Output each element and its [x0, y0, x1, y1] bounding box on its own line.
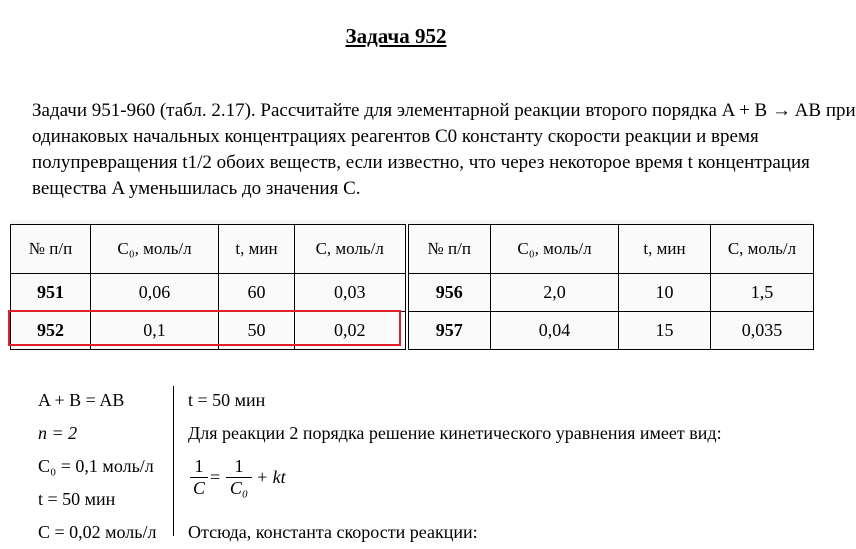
- problem-statement: Задачи 951-960 (табл. 2.17). Рассчитайте для элементарной реакции второго порядка A + B → AB при одинаковых начальных концентрациях реагентов C0 константу скорости реакции и время полупревращения t1/2 обоих веществ, если известно, что через некоторое время t концентрация вещества A уменьшилась до значения C.: [32, 100, 856, 199]
- solution-line: Для реакции 2 порядка решение кинетического уравнения имеет вид:: [188, 423, 722, 443]
- given-block: [38, 384, 178, 549]
- header-cell: C₀, моль/л: [491, 225, 619, 274]
- table-cell: 1,5: [711, 274, 814, 312]
- table-cell: 0,02: [295, 312, 407, 350]
- given-line: n = 2: [38, 423, 78, 443]
- formula-rest: + kt: [256, 467, 286, 487]
- page-title: Задача 952: [345, 24, 447, 48]
- header-cell: № п/п: [11, 225, 91, 274]
- solution-line: Отсюда, константа скорости реакции:: [188, 522, 478, 542]
- formula-den: C₀: [229, 478, 249, 498]
- data-table: [10, 224, 814, 350]
- formula-eq: =: [210, 467, 221, 487]
- table-cell: 951: [11, 274, 91, 312]
- formula-den: C: [192, 478, 205, 498]
- table-row: [11, 312, 814, 350]
- formula-num: 1: [194, 456, 204, 476]
- header-cell: C, моль/л: [295, 225, 407, 274]
- divider: [173, 386, 174, 536]
- header-cell: t, мин: [619, 225, 711, 274]
- table-cell: 0,03: [295, 274, 407, 312]
- table-cell: 0,1: [91, 312, 219, 350]
- header-cell: C₀, моль/л: [91, 225, 219, 274]
- table-header-row: [11, 225, 814, 274]
- given-line: t = 50 мин: [38, 489, 116, 509]
- table-cell: 0,06: [91, 274, 219, 312]
- table-cell: 957: [407, 312, 491, 350]
- formula-num: 1: [234, 456, 244, 476]
- table-cell: 50: [219, 312, 295, 350]
- table-cell: 0,035: [711, 312, 814, 350]
- table-cell: 10: [619, 274, 711, 312]
- table-cell: 15: [619, 312, 711, 350]
- given-line: A + B = AB: [38, 390, 125, 410]
- table-row: [11, 274, 814, 312]
- solution-block: [188, 384, 848, 549]
- table-cell: 956: [407, 274, 491, 312]
- header-cell: C, моль/л: [711, 225, 814, 274]
- table-cell: 60: [219, 274, 295, 312]
- table-cell: 952: [11, 312, 91, 350]
- header-cell: t, мин: [219, 225, 295, 274]
- given-line: C = 0,02 моль/л: [38, 522, 157, 542]
- given-line: C₀ = 0,1 моль/л: [38, 456, 154, 476]
- table-cell: 0,04: [491, 312, 619, 350]
- data-table-image: [10, 220, 813, 350]
- table-cell: 2,0: [491, 274, 619, 312]
- solution-line: t = 50 мин: [188, 390, 266, 410]
- header-cell: № п/п: [407, 225, 491, 274]
